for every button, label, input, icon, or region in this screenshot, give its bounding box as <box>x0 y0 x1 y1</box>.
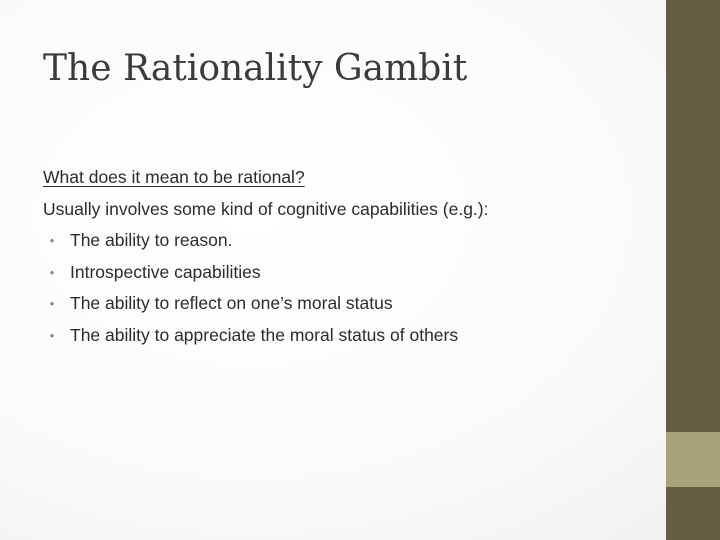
question-text: What does it mean to be rational? <box>43 167 305 187</box>
bullet-item <box>43 288 643 320</box>
side-bar-top-block <box>666 0 720 432</box>
bullet-text: The ability to appreciate the moral status of others <box>70 324 459 345</box>
bullet-icon: • <box>49 233 55 248</box>
bullet-icon: • <box>49 296 55 311</box>
bullet-item <box>43 225 643 257</box>
bullet-text: The ability to reason. <box>70 230 233 250</box>
side-bar-bottom-block <box>666 487 720 540</box>
bullet-icon: • <box>49 264 55 280</box>
bullet-text: Introspective capabilities <box>70 261 261 282</box>
side-bar-accent-block <box>666 432 720 487</box>
bullet-list <box>43 225 643 351</box>
bullet-text: The ability to reflect on one’s moral status <box>70 293 393 313</box>
decorative-side-bar <box>666 0 720 540</box>
slide-body <box>43 162 643 351</box>
bullet-item <box>43 320 643 352</box>
bullet-icon: • <box>49 327 55 343</box>
slide-title: The Rationality Gambit <box>43 48 468 89</box>
bullet-item <box>43 257 643 289</box>
intro-text: Usually involves some kind of cognitive capabilities (e.g.): <box>43 198 489 219</box>
